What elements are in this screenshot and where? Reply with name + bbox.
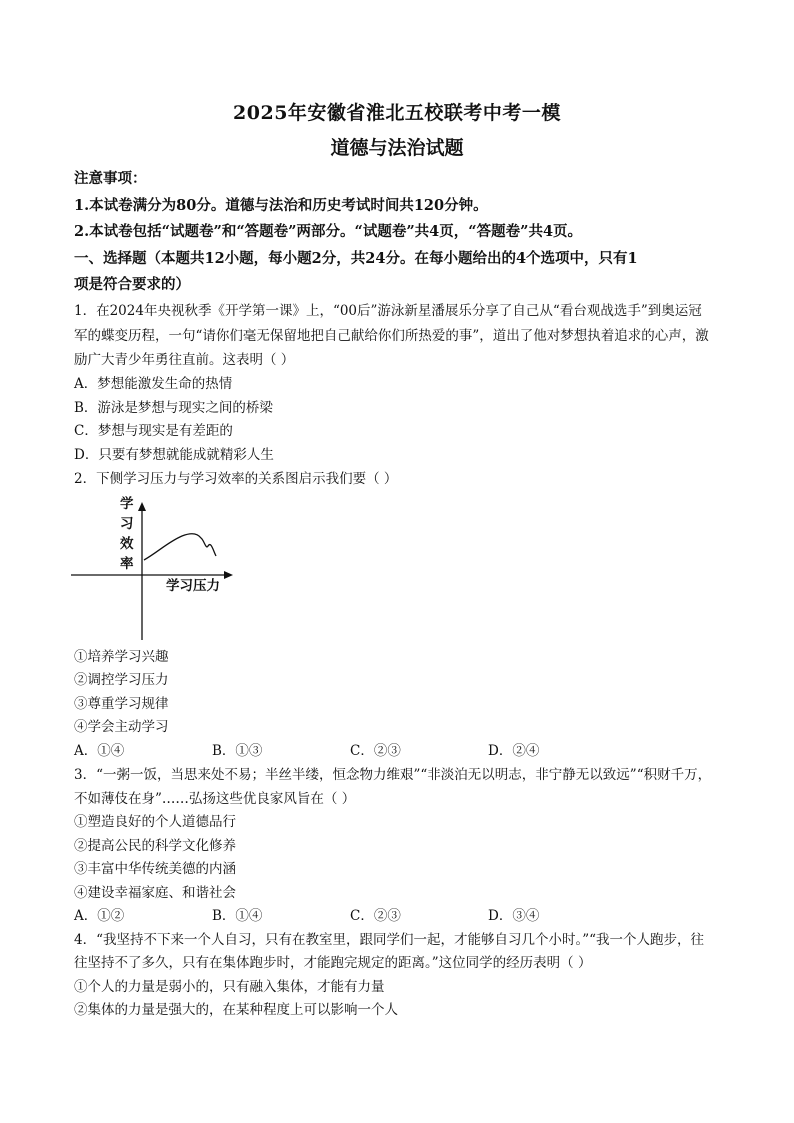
q2-option-a: A．①④ [74,743,125,759]
q1-stem-1: 1．在2024年央视秋季《开学第一课》上，“00后”游泳新星潘展乐分享了自己从“看台观战选手”到奥运冠 [74,303,702,319]
note-2: 2.本试卷包括“试题卷”和“答题卷”两部分。“试题卷”共4页，“答题卷”共4页。 [74,223,583,240]
notes-heading: 注意事项： [74,170,147,187]
q1-option-a: A．梦想能激发生命的热情 [74,376,233,392]
y-label-char-4: 率 [120,556,134,572]
q3-option-d: D．③④ [488,908,540,924]
y-label-char-2: 习 [120,516,134,532]
exam-subtitle: 道德与法治试题 [330,137,464,159]
q4-statement-1: ①个人的力量是弱小的，只有融入集体，才能有力量 [74,979,385,995]
q4-stem-2: 往坚持不了多久，只有在集体跑步时，才能跑完规定的距离。”这位同学的经历表明（ ） [74,955,592,971]
q3-option-c: C．②③ [350,908,401,924]
note-1: 1.本试卷满分为80分。道德与法治和历史考试时间共120分钟。 [74,197,488,214]
q3-statement-2: ②提高公民的科学文化修养 [74,838,236,854]
q2-option-d: D．②④ [488,743,540,759]
q3-option-b: B．①④ [212,908,263,924]
q2-statement-4: ④学会主动学习 [74,719,169,735]
q2-option-b: B．①③ [212,743,263,759]
q1-option-d: D．只要有梦想就能成就精彩人生 [74,447,274,463]
q2-statement-3: ③尊重学习规律 [74,696,169,712]
exam-title: 2025年安徽省淮北五校联考中考一模 [233,102,561,124]
q3-stem-1: 3．“一粥一饭，当思来处不易；半丝半缕，恒念物力维艰”“非淡泊无以明志，非宁静无以致远”“积财千万， [74,767,712,783]
pressure-efficiency-curve [144,534,216,560]
section-1-heading: 一、选择题（本题共12小题，每小题2分，共24分。在每小题给出的4个选项中，只有1 [74,250,638,267]
pressure-efficiency-diagram [68,494,238,644]
q3-option-a: A．①② [74,908,125,924]
section-1-heading-cont: 项是符合要求的） [74,276,190,293]
q3-statement-3: ③丰富中华传统美德的内涵 [74,861,236,877]
q2-stem: 2．下侧学习压力与学习效率的关系图启示我们要（ ） [74,471,398,487]
q1-option-b: B．游泳是梦想与现实之间的桥梁 [74,400,273,416]
q4-statement-2: ②集体的力量是强大的，在某种程度上可以影响一个人 [74,1002,398,1018]
x-axis-label: 学习压力 [166,578,220,594]
x-axis-arrow [224,571,233,579]
q3-statement-4: ④建设幸福家庭、和谐社会 [74,885,236,901]
q1-stem-3: 励广大青少年勇往直前。这表明（ ） [74,352,295,368]
y-axis-arrow [138,502,146,511]
y-label-char-3: 效 [120,536,134,552]
q1-stem-2: 军的蝶变历程，一句“请你们毫无保留地把自己献给你们所热爱的事”，道出了他对梦想执着追求的心声，激 [74,328,709,344]
q2-option-c: C．②③ [350,743,401,759]
q1-option-c: C．梦想与现实是有差距的 [74,423,233,439]
q2-statement-2: ②调控学习压力 [74,672,169,688]
y-label-char-1: 学 [120,496,134,512]
q3-stem-2: 不如薄伎在身”……弘扬这些优良家风旨在（ ） [74,791,356,807]
q4-stem-1: 4．“我坚持不下来一个人自习，只有在教室里，跟同学们一起，才能够自习几个小时。”“我一个人跑步，往 [74,932,705,948]
q3-statement-1: ①塑造良好的个人道德品行 [74,814,236,830]
q2-statement-1: ①培养学习兴趣 [74,649,169,665]
